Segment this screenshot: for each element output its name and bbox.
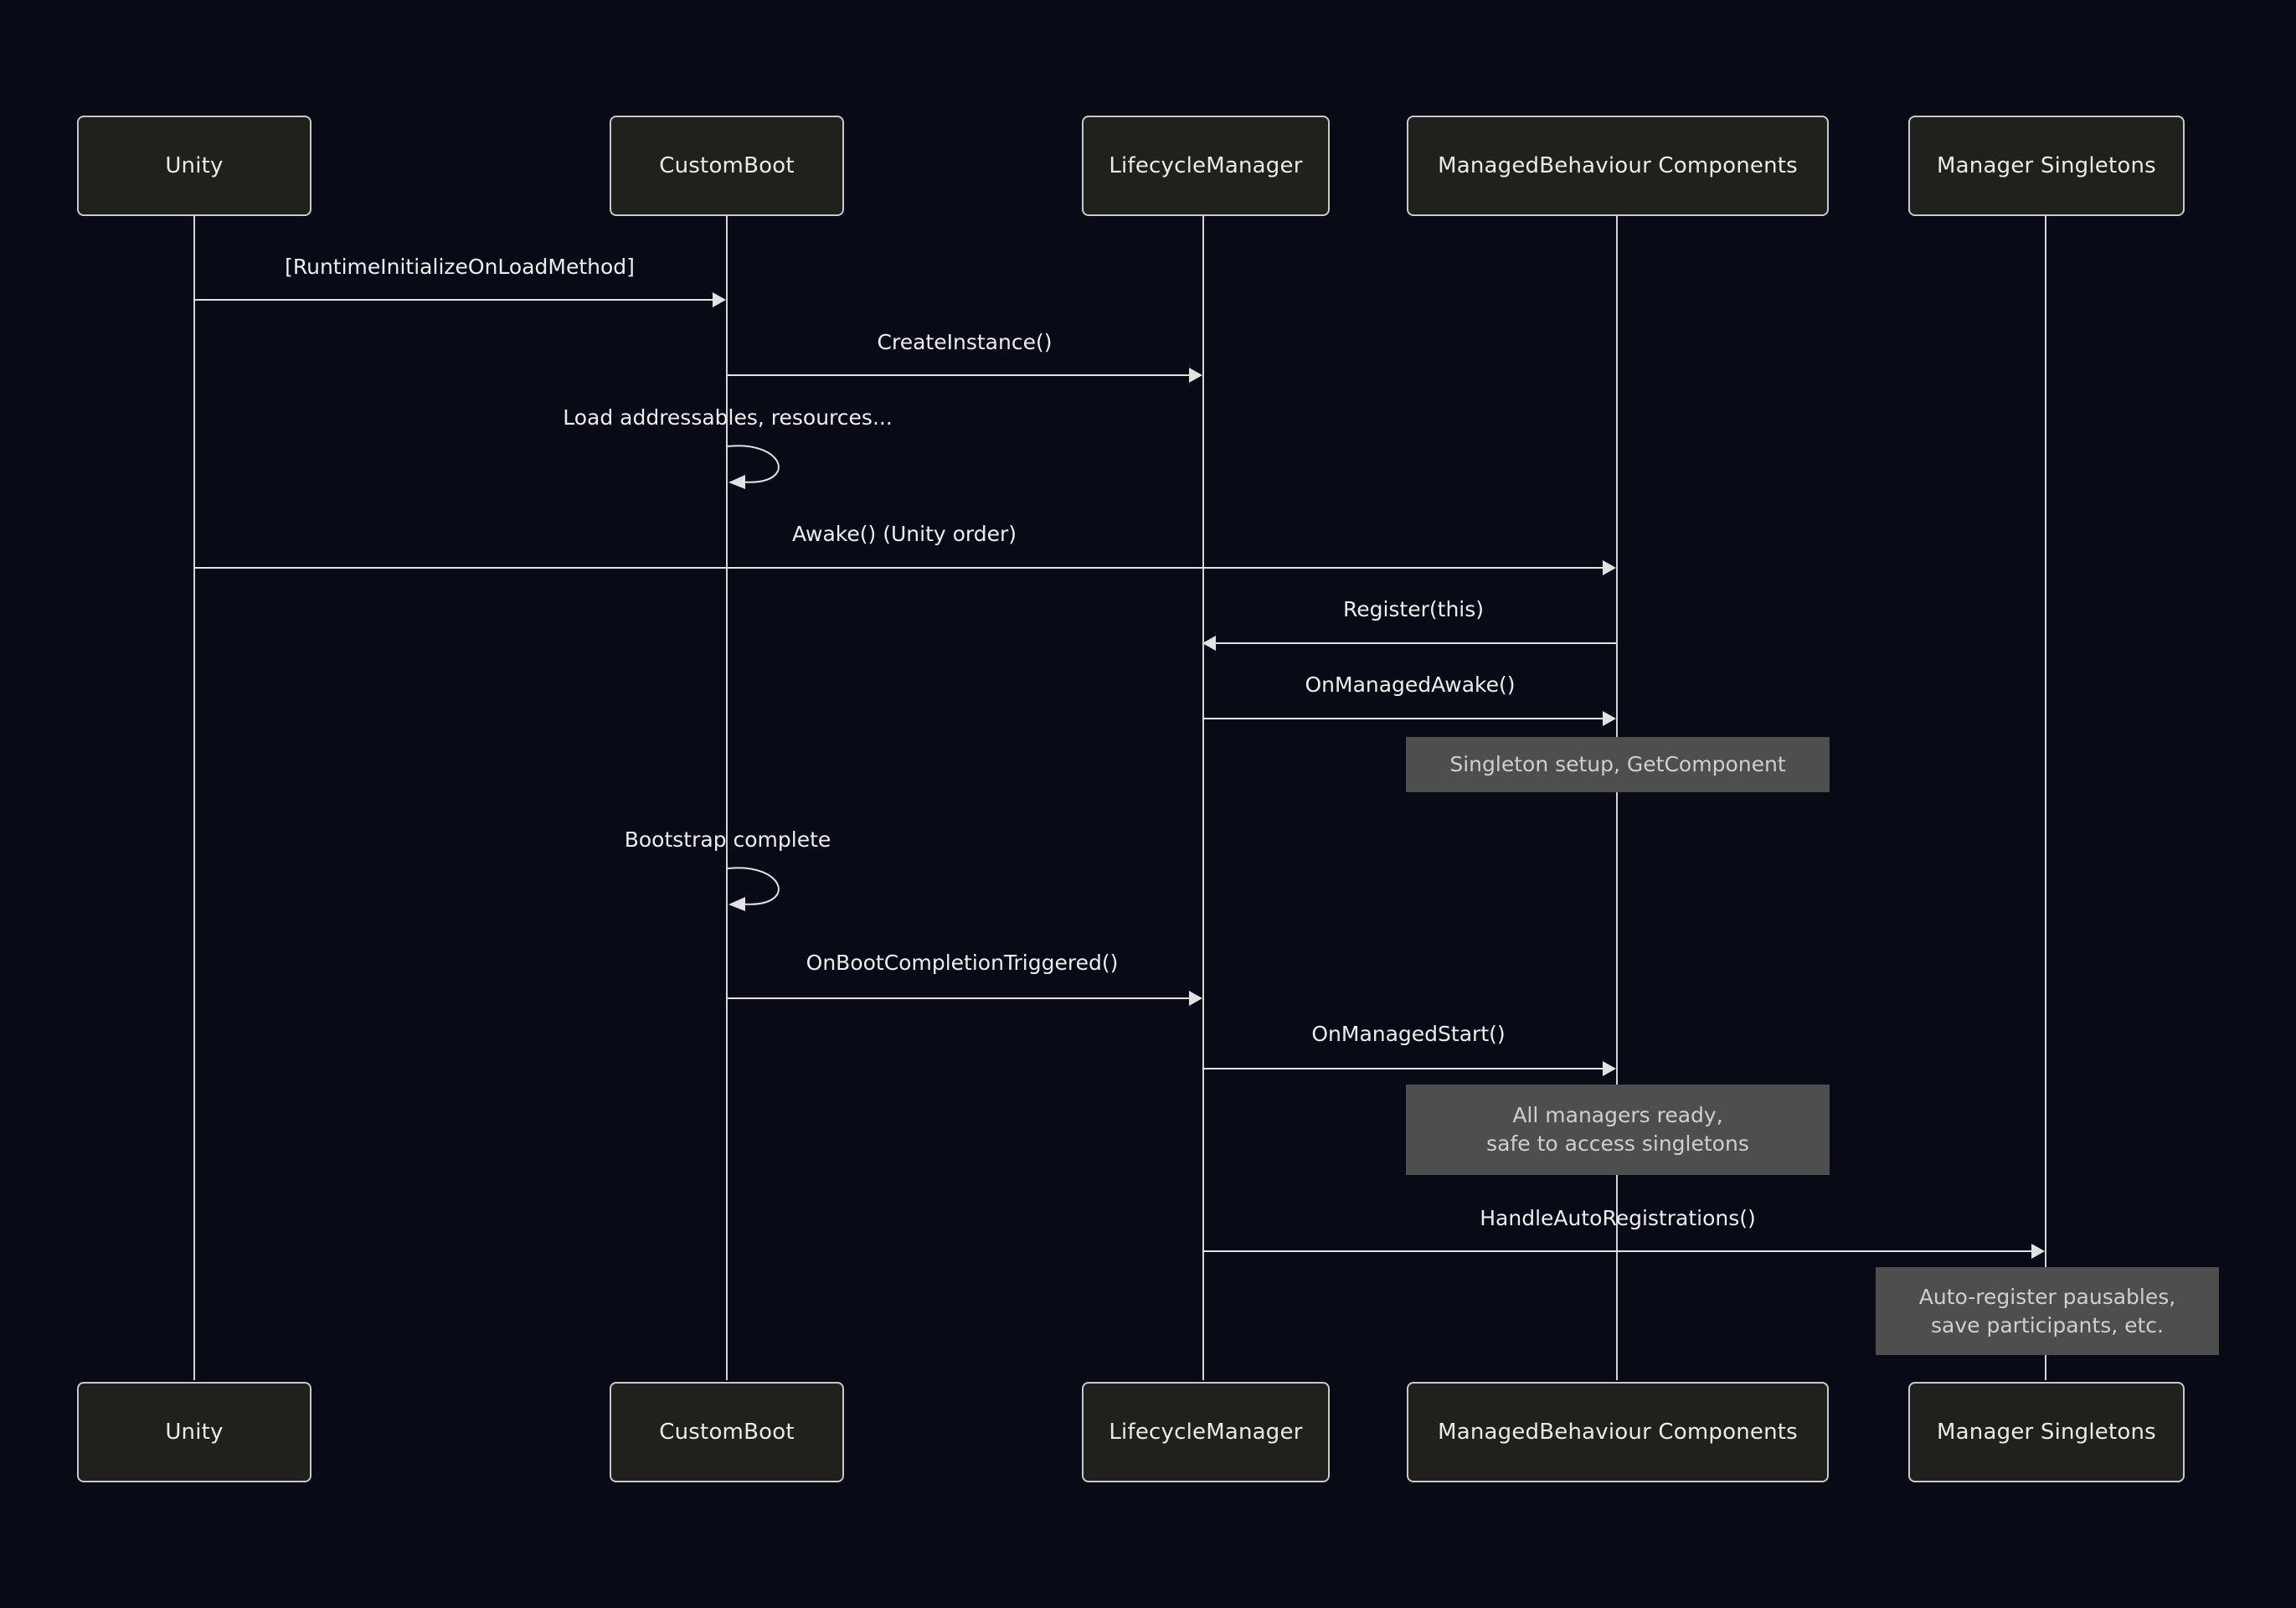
actor-box-managedbehaviour-top[interactable] [1407,116,1829,216]
message-line-onmanagedawake [1202,718,1603,719]
actor-box-managersingletons-bottom[interactable] [1908,1382,2185,1482]
self-loop-bootstrap-complete [720,862,821,920]
note-auto-register-line-1: Auto-register pausables, [1918,1284,2176,1309]
message-label-runtime-initialize: [RuntimeInitializeOnLoadMethod] [285,255,635,279]
message-line-onbootcompletiontriggered [726,997,1189,999]
lifeline-customboot [726,216,728,1380]
message-arrowhead-onmanagedstart [1603,1061,1616,1076]
actor-label-managedbehaviour-top: ManagedBehaviour Components [1438,153,1798,178]
actor-label-lifecyclemanager-top: LifecycleManager [1109,153,1303,178]
message-label-handleautoregistrations: HandleAutoRegistrations() [1480,1206,1756,1230]
actor-box-lifecyclemanager-bottom[interactable] [1082,1382,1330,1482]
actor-label-managersingletons-bottom: Manager Singletons [1937,1420,2156,1445]
actor-label-customboot-top: CustomBoot [659,153,795,178]
actor-box-customboot-top[interactable] [610,116,844,216]
actor-box-customboot-bottom[interactable] [610,1382,844,1482]
message-label-onmanagedawake: OnManagedAwake() [1305,673,1516,697]
message-label-register-this: Register(this) [1342,597,1485,621]
actor-box-lifecyclemanager-top[interactable] [1082,116,1330,216]
actor-box-unity-bottom[interactable] [77,1382,311,1482]
note-singleton-setup [1406,737,1830,792]
actor-label-unity-bottom: Unity [165,1420,224,1445]
message-line-create-instance [726,374,1189,376]
message-line-awake [193,567,1603,569]
lifeline-unity [193,216,195,1380]
message-line-runtime-initialize [193,299,713,301]
message-arrowhead-onmanagedawake [1603,711,1616,726]
message-label-awake: Awake() (Unity order) [791,522,1017,546]
actor-label-unity-top: Unity [165,153,224,178]
message-arrowhead-register-this [1202,636,1216,651]
note-all-managers-ready-line-1: All managers ready, [1512,1103,1723,1128]
actor-label-lifecyclemanager-bottom: LifecycleManager [1109,1420,1303,1445]
note-all-managers-ready [1406,1085,1830,1175]
message-arrowhead-awake [1603,560,1616,575]
message-line-register-this [1216,642,1616,644]
actor-box-managedbehaviour-bottom[interactable] [1407,1382,1829,1482]
message-arrowhead-handleautoregistrations [2031,1244,2045,1259]
lifeline-lifecyclemanager [1202,216,1204,1380]
note-auto-register [1876,1267,2219,1355]
message-arrowhead-create-instance [1189,368,1202,383]
message-line-onmanagedstart [1202,1068,1603,1069]
actor-label-managedbehaviour-bottom: ManagedBehaviour Components [1438,1420,1798,1445]
actor-label-customboot-bottom: CustomBoot [659,1420,795,1445]
actor-box-managersingletons-top[interactable] [1908,116,2185,216]
message-label-onbootcompletiontriggered: OnBootCompletionTriggered() [806,951,1119,975]
actor-box-unity-top[interactable] [77,116,311,216]
message-line-handleautoregistrations [1202,1250,2031,1252]
lifeline-managersingletons [2045,216,2046,1380]
note-singleton-setup-line-1: Singleton setup, GetComponent [1449,752,1786,777]
message-label-bootstrap-complete: Bootstrap complete [624,827,831,852]
message-label-load-addressables: Load addressables, resources... [563,405,893,430]
note-all-managers-ready-line-2: safe to access singletons [1486,1131,1749,1156]
message-arrowhead-onbootcompletiontriggered [1189,991,1202,1006]
self-loop-load-addressables [720,440,821,498]
message-arrowhead-runtime-initialize [713,292,726,307]
message-label-onmanagedstart: OnManagedStart() [1311,1022,1506,1046]
note-auto-register-line-2: save participants, etc. [1930,1312,2164,1337]
message-label-create-instance: CreateInstance() [877,330,1053,354]
actor-label-managersingletons-top: Manager Singletons [1937,153,2156,178]
